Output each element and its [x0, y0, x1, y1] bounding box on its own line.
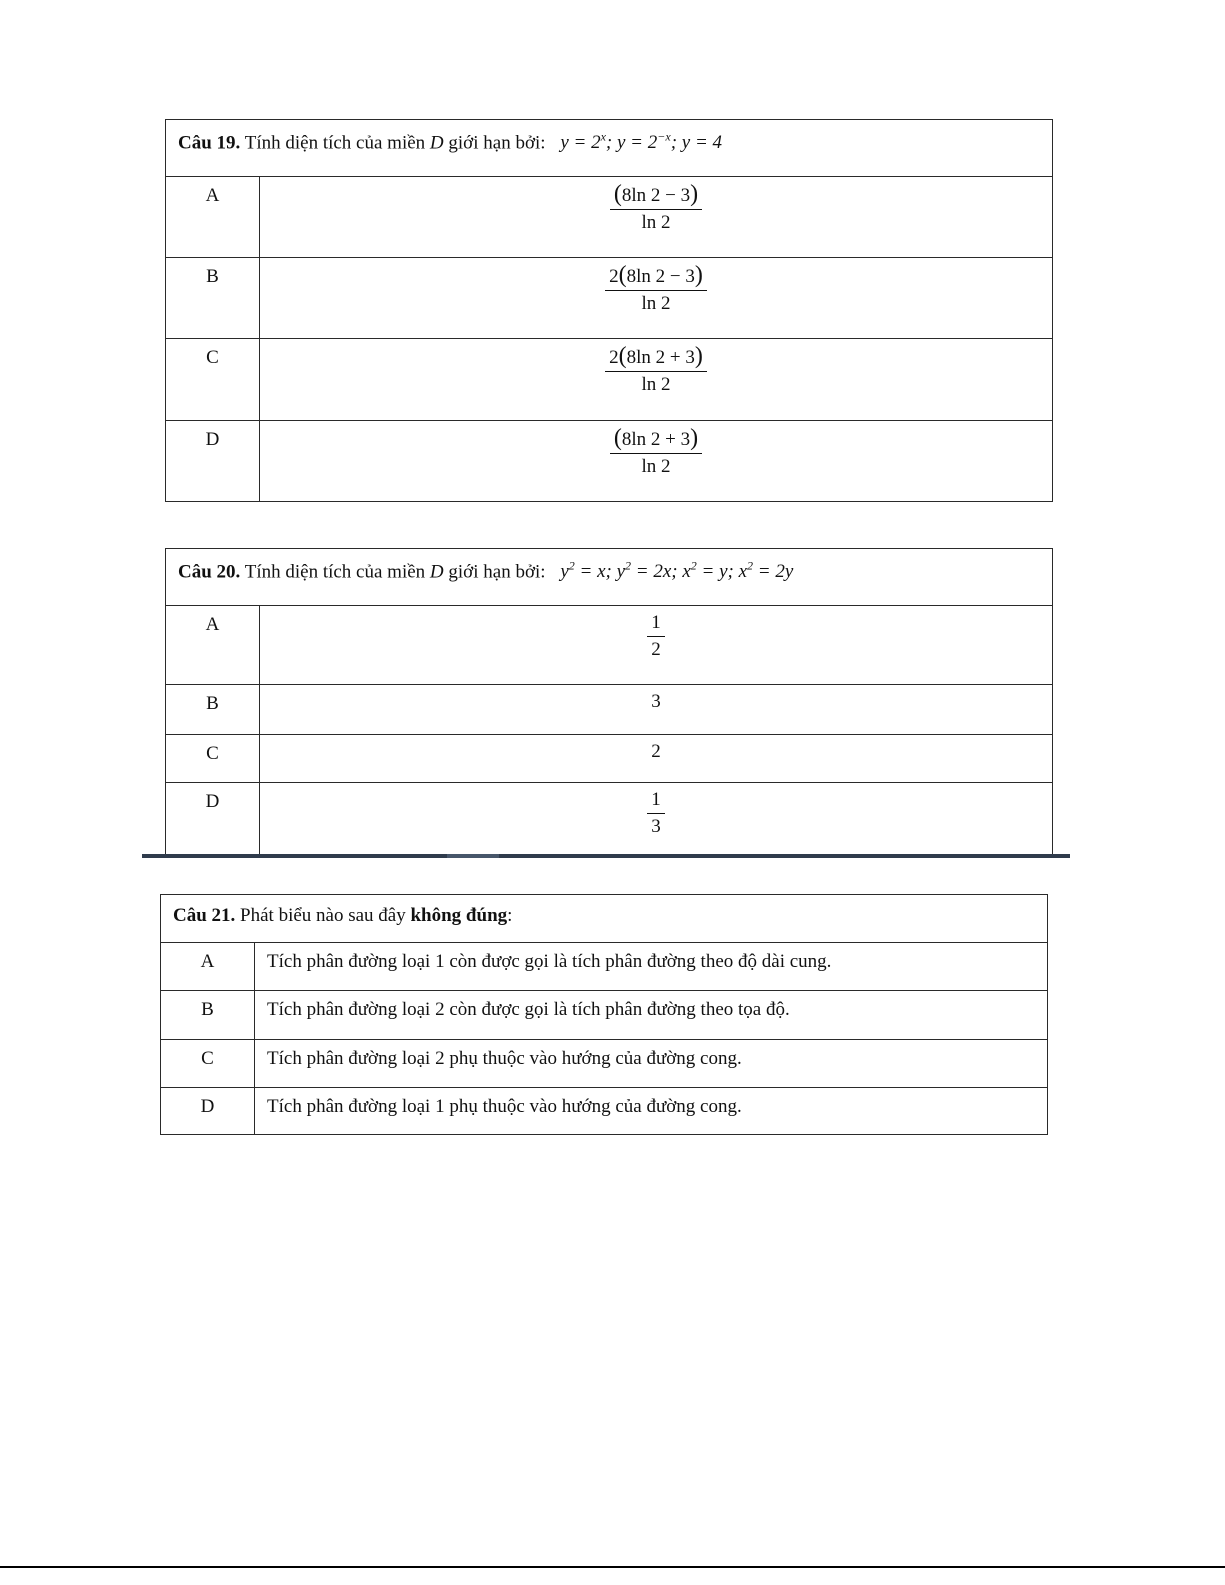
- question-20-header: [166, 549, 1053, 606]
- page-bottom-rule: [0, 1566, 1225, 1568]
- option-label-d: D: [166, 783, 260, 855]
- option-label-c: C: [161, 1040, 255, 1088]
- fraction: $\frac{(8\ln 2 - 3)}{\ln 2}$: [610, 183, 702, 234]
- option-label-a: A: [166, 177, 260, 258]
- option-label-d: D: [166, 421, 260, 502]
- fraction: $\frac{2(8\ln 2 - 3)}{\ln 2}$: [605, 264, 707, 315]
- region-variable: D: [429, 561, 444, 583]
- option-answer-b: 3: [260, 685, 1053, 735]
- option-label-b: B: [166, 685, 260, 735]
- question-number: Câu 21.: [173, 905, 236, 926]
- region-variable: D: [429, 132, 444, 154]
- option-answer-c: 2: [260, 735, 1053, 783]
- question-text: Tính diện tích của miền: [244, 132, 426, 154]
- option-answer-a: [260, 177, 1053, 258]
- question-number: Câu 20.: [178, 561, 241, 583]
- boundary-formula: $y = 2^x$; $y = 2^{-x}$; y = 4: [560, 130, 723, 154]
- question-21-table: [160, 894, 1048, 1135]
- option-label-b: B: [166, 258, 260, 339]
- option-answer-b: Tích phân đường loại 2 còn được gọi là tích phân đường theo tọa độ.: [255, 991, 1048, 1040]
- fraction: $\frac{2(8\ln 2 + 3)}{\ln 2}$: [605, 345, 707, 396]
- option-answer-c: [260, 339, 1053, 421]
- option-answer-d: Tích phân đường loại 1 phụ thuộc vào hướng của đường cong.: [255, 1088, 1048, 1135]
- question-text: Tính diện tích của miền: [244, 561, 426, 583]
- question-text-2: giới hạn bởi:: [448, 561, 546, 583]
- section-separator: [142, 854, 1070, 858]
- question-text: Phát biểu nào sau đây: [240, 905, 406, 926]
- question-19-header: [166, 120, 1053, 177]
- question-text-2: giới hạn bởi:: [448, 132, 546, 154]
- question-number: Câu 19.: [178, 132, 241, 154]
- fraction: $\frac{(8\ln 2 + 3)}{\ln 2}$: [610, 427, 702, 478]
- option-answer-d: [260, 421, 1053, 502]
- boundary-formula: $y^2 = x$; $y^2 = 2x$; $x^2 = y$; $x^2 = 2y$: [560, 559, 794, 583]
- option-label-c: C: [166, 339, 260, 421]
- option-label-a: A: [161, 943, 255, 991]
- question-20-table: [165, 548, 1053, 855]
- fraction: $\frac{1}{3}$: [647, 789, 665, 838]
- question-keyword: không đúng: [410, 905, 508, 926]
- option-label-b: B: [161, 991, 255, 1040]
- option-answer-a: [260, 606, 1053, 685]
- option-answer-b: [260, 258, 1053, 339]
- option-label-d: D: [161, 1088, 255, 1135]
- option-answer-d: [260, 783, 1053, 855]
- question-colon: :: [507, 905, 513, 926]
- option-label-a: A: [166, 606, 260, 685]
- question-21-header: [161, 895, 1048, 943]
- option-answer-a: Tích phân đường loại 1 còn được gọi là tích phân đường theo độ dài cung.: [255, 943, 1048, 991]
- option-answer-c: Tích phân đường loại 2 phụ thuộc vào hướng của đường cong.: [255, 1040, 1048, 1088]
- option-label-c: C: [166, 735, 260, 783]
- question-19-table: [165, 119, 1053, 502]
- fraction: $\frac{1}{2}$: [647, 612, 665, 661]
